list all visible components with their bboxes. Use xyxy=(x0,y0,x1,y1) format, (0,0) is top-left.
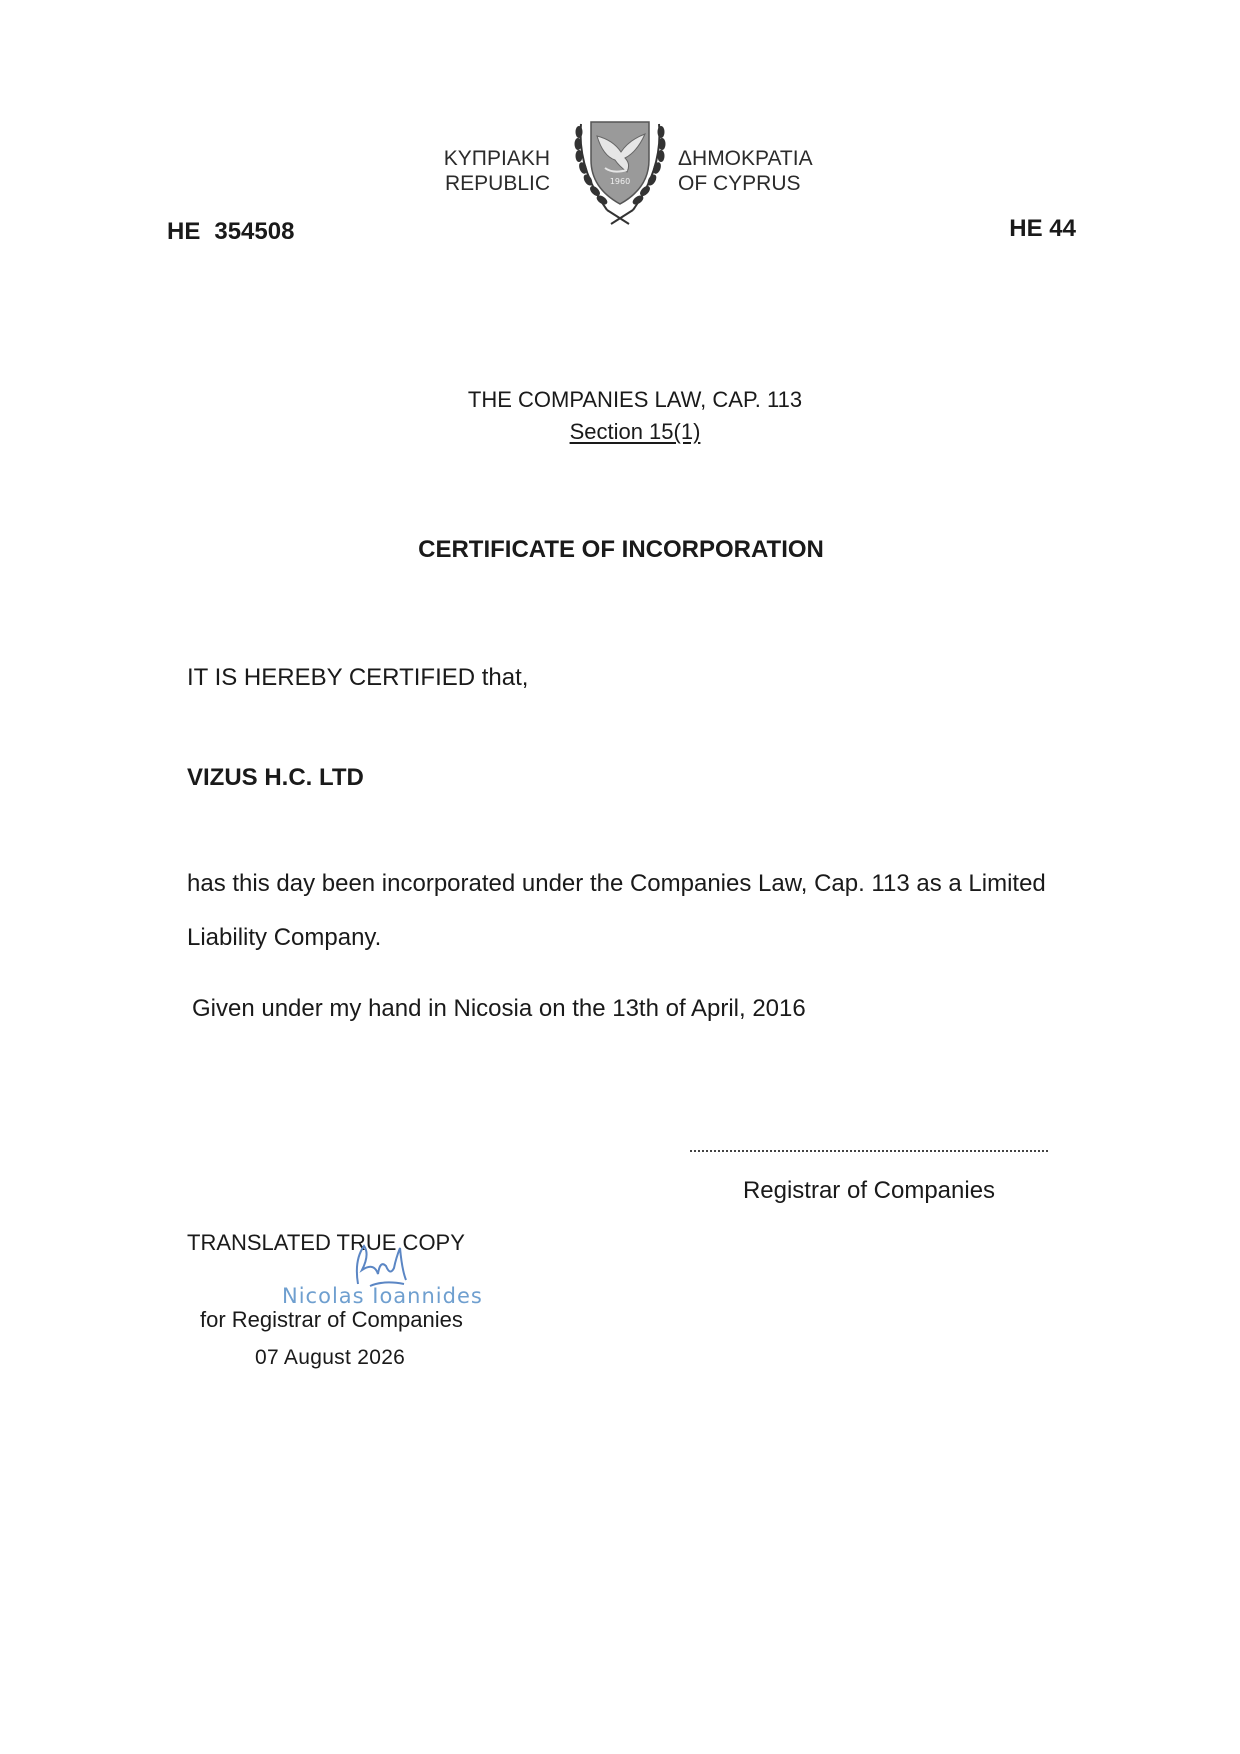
certificate-title: CERTIFICATE OF INCORPORATION xyxy=(418,536,824,563)
header-greek-cypriot: ΚΥΠΡΙΑΚΗ xyxy=(443,147,550,170)
incorporation-text-line-1: has this day been incorporated under the Companies Law, Cap. 113 as a Limited xyxy=(187,870,1046,897)
translation-date: 07 August 2026 xyxy=(255,1346,406,1369)
header-left-text xyxy=(444,146,550,196)
header-right-text xyxy=(678,146,813,196)
incorporation-text-line-2: Liability Company. xyxy=(187,924,382,951)
translator-name-stamp: Nicolas Ioannides xyxy=(282,1284,483,1308)
registration-prefix: HE xyxy=(167,218,201,245)
registrar-label: Registrar of Companies xyxy=(742,1177,996,1204)
translated-true-copy-label: TRANSLATED TRUE COPY xyxy=(187,1230,465,1255)
header-republic: REPUBLIC xyxy=(444,172,550,195)
law-section-text: Section 15(1) xyxy=(569,419,701,444)
law-title: THE COMPANIES LAW, CAP. 113 xyxy=(467,387,803,412)
registration-number xyxy=(167,218,294,246)
header-greek-democracy: ΔΗΜΟΚΡΑΤΙΑ xyxy=(678,147,813,170)
cyprus-coat-of-arms-icon xyxy=(567,118,673,226)
company-name: VIZUS H.C. LTD xyxy=(187,764,364,791)
for-registrar-label: for Registrar of Companies xyxy=(200,1307,463,1332)
form-code: HE 44 xyxy=(1009,215,1076,242)
registration-digits: 354508 xyxy=(214,218,295,245)
law-section xyxy=(0,419,1240,445)
signature-line xyxy=(690,1150,1048,1152)
certification-statement: IT IS HEREBY CERTIFIED that, xyxy=(187,664,529,691)
header-of-cyprus: OF CYPRUS xyxy=(678,172,801,195)
svg-text:1960: 1960 xyxy=(609,177,631,186)
given-date-statement: Given under my hand in Nicosia on the 13th of April, 2016 xyxy=(192,995,806,1022)
